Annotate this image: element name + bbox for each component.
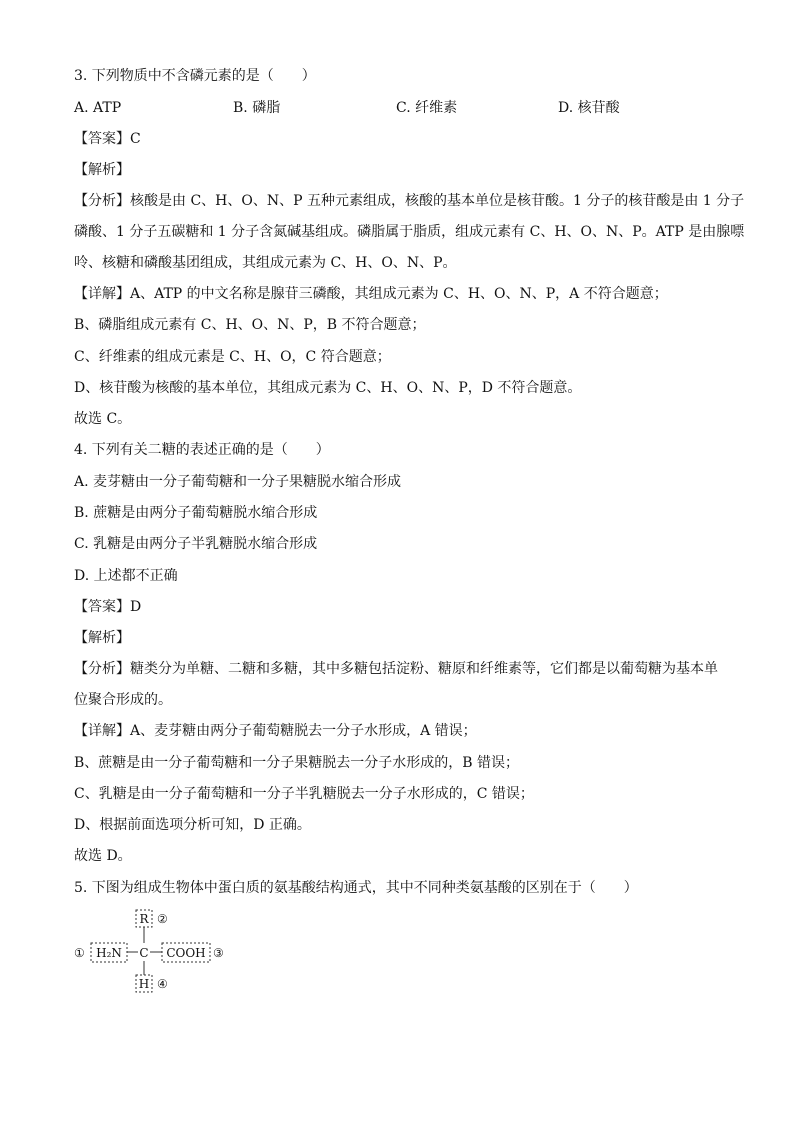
fenxi-tag: 【分析】 — [74, 193, 130, 209]
q4-fenxi-line-1 — [74, 660, 718, 678]
carboxyl-group-label: COOH — [166, 946, 206, 960]
q3-xiangjie-line-4: D、核苷酸为核酸的基本单位，其组成元素为 C、H、O、N、P，D 不符合题意。 — [74, 380, 582, 396]
q3-answer — [74, 130, 141, 148]
q3-option-a: A. ATP — [74, 100, 122, 116]
q4-option-c: C. 乳糖是由两分子半乳糖脱水缩合形成 — [74, 536, 318, 552]
q3-conclusion: 故选 C。 — [74, 411, 132, 427]
xiangjie-tag: 【详解】 — [74, 723, 130, 739]
q3-xiangjie-line-2: B、磷脂组成元素有 C、H、O、N、P，B 不符合题意； — [74, 317, 426, 333]
q3-analysis-tag: 【解析】 — [74, 162, 130, 178]
q4-stem: 4. 下列有关二糖的表述正确的是（ ） — [74, 442, 330, 458]
fenxi-text: 核酸是由 C、H、O、N、P 五种元素组成，核酸的基本单位是核苷酸。1 分子的核苷酸是由 1 分子 — [130, 193, 745, 209]
fenxi-text: 糖类分为单糖、二糖和多糖，其中多糖包括淀粉、糖原和纤维素等，它们都是以葡萄糖为基本单 — [130, 661, 718, 677]
q4-option-b: B. 蔗糖是由两分子葡萄糖脱水缩合形成 — [74, 505, 318, 521]
fenxi-tag: 【分析】 — [74, 661, 130, 677]
q3-option-c: C. 纤维素 — [396, 100, 458, 116]
marker-1: ① — [74, 946, 85, 960]
answer-value: D — [130, 599, 142, 615]
q4-xiangjie-line-2: B、蔗糖是由一分子葡萄糖和一分子果糖脱去一分子水形成的，B 错误； — [74, 755, 520, 771]
q4-xiangjie-line-4: D、根据前面选项分析可知，D 正确。 — [74, 817, 311, 833]
q3-fenxi-line-2: 磷酸、1 分子五碳糖和 1 分子含氮碱基组成。磷脂属于脂质，组成元素有 C、H、O、N、P。ATP 是由腺嘌 — [74, 224, 745, 240]
q3-xiangjie-line-3: C、纤维素的组成元素是 C、H、O，C 符合题意； — [74, 349, 391, 365]
q3-fenxi-line-3: 呤、核糖和磷酸基团组成，其组成元素为 C、H、O、N、P。 — [74, 255, 457, 271]
q4-option-a: A. 麦芽糖由一分子葡萄糖和一分子果糖脱水缩合形成 — [74, 474, 402, 490]
q3-stem: 3. 下列物质中不含磷元素的是（ ） — [74, 68, 316, 84]
q4-xiangjie-line-1 — [74, 722, 477, 740]
q3-option-b: B. 磷脂 — [233, 100, 281, 116]
marker-3: ③ — [213, 946, 224, 960]
marker-4: ④ — [157, 977, 168, 991]
h-atom-label: H — [138, 977, 150, 991]
q4-fenxi-line-2: 位聚合形成的。 — [74, 692, 172, 708]
answer-tag: 【答案】 — [74, 599, 130, 615]
marker-2: ② — [157, 912, 168, 926]
answer-tag: 【答案】 — [74, 131, 130, 147]
amino-group-label: H₂N — [96, 946, 122, 960]
q3-fenxi-line-1 — [74, 192, 744, 210]
answer-value: C — [130, 131, 141, 147]
q4-xiangjie-line-3: C、乳糖是由一分子葡萄糖和一分子半乳糖脱去一分子水形成的，C 错误； — [74, 786, 534, 802]
xiangjie-tag: 【详解】 — [74, 286, 130, 302]
xiangjie-text: A、麦芽糖由两分子葡萄糖脱去一分子水形成，A 错误； — [130, 723, 477, 739]
amino-acid-structure-diagram — [74, 905, 244, 995]
central-carbon: C — [139, 946, 149, 960]
q3-option-d: D. 核苷酸 — [558, 100, 620, 116]
xiangjie-text: A、ATP 的中文名称是腺苷三磷酸，其组成元素为 C、H、O、N、P，A 不符合题意； — [130, 286, 668, 302]
q4-option-d: D. 上述都不正确 — [74, 568, 178, 584]
q4-answer — [74, 598, 141, 616]
q4-conclusion: 故选 D。 — [74, 848, 132, 864]
q4-analysis-tag: 【解析】 — [74, 630, 130, 646]
r-group-label: R — [139, 912, 149, 926]
q3-xiangjie-line-1 — [74, 285, 668, 303]
q5-stem: 5. 下图为组成生物体中蛋白质的氨基酸结构通式，其中不同种类氨基酸的区别在于（ ） — [74, 880, 638, 896]
